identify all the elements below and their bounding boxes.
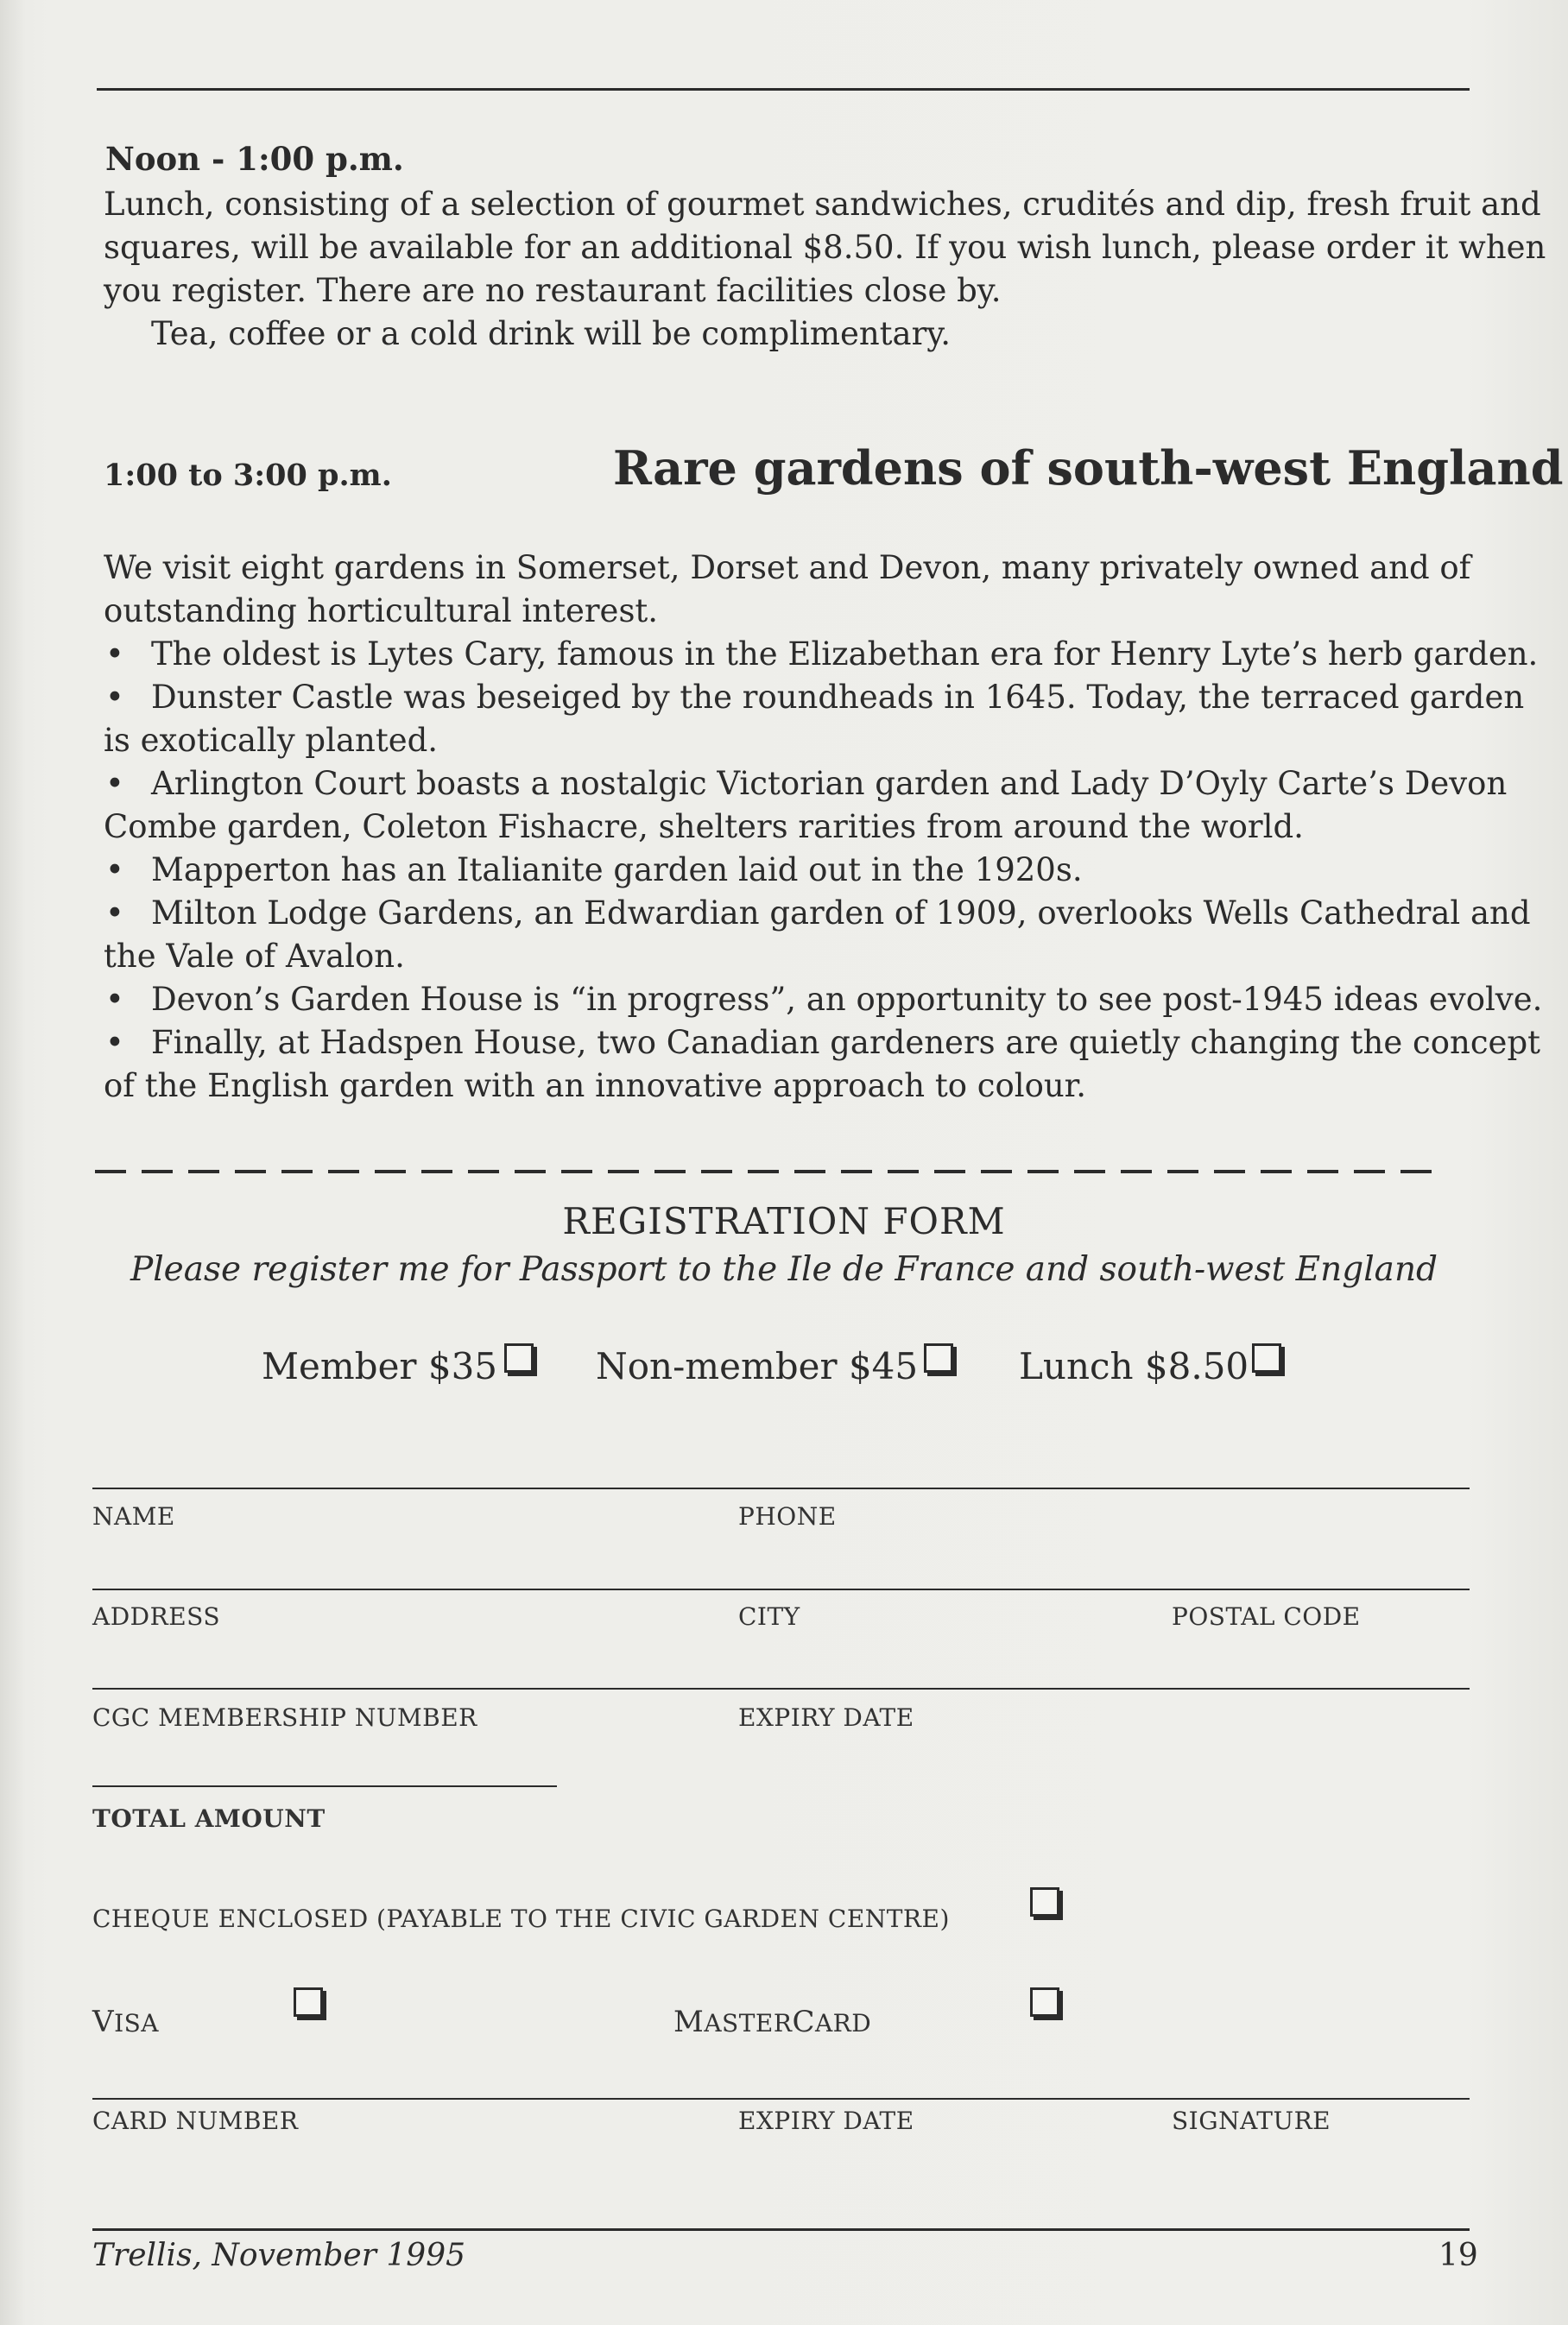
cut-line-dash	[1400, 1170, 1432, 1173]
bullet-6: •	[105, 981, 124, 1018]
afternoon-line-1: We visit eight gardens in Somerset, Dorset and Devon, many privately owned and of	[104, 549, 1471, 586]
cut-line-dash	[421, 1170, 452, 1173]
cut-line-dash	[701, 1170, 732, 1173]
afternoon-line-3: The oldest is Lytes Cary, famous in the Elizabethan era for Henry Lyte’s herb garden.	[151, 635, 1539, 673]
lunch-line-1: Lunch, consisting of a selection of gourmet sandwiches, crudités and dip, fresh fruit and	[104, 186, 1541, 223]
cut-line-dash	[375, 1170, 406, 1173]
afternoon-line-7: Combe garden, Coleton Fishacre, shelters rarities from around the world.	[104, 808, 1304, 845]
membership-label: CGC MEMBERSHIP NUMBER	[92, 1703, 477, 1732]
afternoon-line-10: the Vale of Avalon.	[104, 938, 405, 975]
cut-line-dash	[281, 1170, 313, 1173]
form-rule-3	[92, 1688, 1470, 1690]
cut-line-dash	[1214, 1170, 1245, 1173]
form-heading: REGISTRATION FORM	[562, 1200, 1006, 1242]
footer-rule	[92, 2228, 1470, 2231]
bullet-2: •	[105, 679, 124, 716]
cut-line-dash	[934, 1170, 965, 1173]
cut-line-dash	[981, 1170, 1012, 1173]
afternoon-time: 1:00 to 3:00 p.m.	[104, 458, 392, 493]
cut-line-dash	[841, 1170, 872, 1173]
total-amount-label: TOTAL AMOUNT	[92, 1804, 326, 1833]
afternoon-line-4: Dunster Castle was beseiged by the roundheads in 1645. Today, the terraced garden	[151, 679, 1525, 716]
afternoon-title: Rare gardens of south-west England	[613, 440, 1564, 496]
name-label: NAME	[92, 1502, 175, 1531]
lunch-line-4: Tea, coffee or a cold drink will be complimentary.	[151, 315, 952, 352]
option-lunch-label: Lunch $8.50	[1019, 1345, 1249, 1387]
nonmember-checkbox[interactable]	[924, 1343, 953, 1373]
cheque-label: CHEQUE ENCLOSED (PAYABLE TO THE CIVIC GARDEN CENTRE)	[92, 1905, 950, 1933]
cut-line-dash	[888, 1170, 919, 1173]
form-rule-2	[92, 1589, 1470, 1590]
afternoon-line-2: outstanding horticultural interest.	[104, 592, 659, 629]
visa-label: VISA	[92, 2005, 160, 2039]
cut-line-dash	[328, 1170, 359, 1173]
visa-checkbox[interactable]	[294, 1987, 323, 2017]
bullet-3: •	[105, 765, 124, 802]
bullet-1: •	[105, 635, 124, 673]
afternoon-line-9: Milton Lodge Gardens, an Edwardian garden of 1909, overlooks Wells Cathedral and	[151, 894, 1531, 932]
cut-line-dash	[1354, 1170, 1385, 1173]
postal-code-label: POSTAL CODE	[1172, 1602, 1361, 1631]
cut-line-dash	[235, 1170, 266, 1173]
bullet-4: •	[105, 851, 124, 888]
cut-line-dash	[515, 1170, 546, 1173]
afternoon-line-13: of the English garden with an innovative approach to colour.	[104, 1067, 1087, 1104]
option-nonmember-label: Non-member $45	[596, 1345, 919, 1387]
lunch-line-3: you register. There are no restaurant facilities close by.	[104, 272, 1002, 309]
mastercard-label: MASTERCARD	[673, 2005, 872, 2039]
city-label: CITY	[738, 1602, 800, 1631]
afternoon-line-8: Mapperton has an Italianite garden laid out in the 1920s.	[151, 851, 1083, 888]
form-rule-4	[92, 1785, 557, 1787]
lunch-line-2: squares, will be available for an additional $8.50. If you wish lunch, please order it when	[104, 229, 1546, 266]
cut-line-dash	[1261, 1170, 1292, 1173]
cut-line-dash	[748, 1170, 779, 1173]
cut-line-dash	[95, 1170, 126, 1173]
form-subheading: Please register me for Passport to the Ile de France and south-west England	[130, 1250, 1438, 1289]
cut-line-dash	[1074, 1170, 1105, 1173]
top-rule	[97, 88, 1470, 91]
cut-line-dash	[1121, 1170, 1152, 1173]
address-label: ADDRESS	[92, 1602, 221, 1631]
expiry-label: EXPIRY DATE	[738, 1703, 914, 1732]
footer-page-number: 19	[1438, 2238, 1478, 2273]
cut-line-dash	[142, 1170, 173, 1173]
cut-line-dash	[188, 1170, 219, 1173]
cut-line-dash	[1307, 1170, 1338, 1173]
cut-line-dash	[468, 1170, 499, 1173]
lunch-time: Noon - 1:00 p.m.	[105, 140, 404, 178]
cut-line-dash	[654, 1170, 686, 1173]
afternoon-line-11: Devon’s Garden House is “in progress”, an opportunity to see post-1945 ideas evolve.	[151, 981, 1543, 1018]
afternoon-line-5: is exotically planted.	[104, 722, 439, 759]
afternoon-line-6: Arlington Court boasts a nostalgic Victorian garden and Lady D’Oyly Carte’s Devon	[151, 765, 1508, 802]
form-rule-1	[92, 1488, 1470, 1489]
mastercard-checkbox[interactable]	[1030, 1987, 1059, 2017]
cut-line-dash	[608, 1170, 639, 1173]
signature-label: SIGNATURE	[1172, 2107, 1331, 2135]
cut-line-dash	[1027, 1170, 1059, 1173]
option-member-label: Member $35	[262, 1345, 498, 1387]
cut-line-dash	[794, 1170, 825, 1173]
lunch-checkbox[interactable]	[1252, 1343, 1281, 1373]
bullet-5: •	[105, 894, 124, 932]
card-number-label: CARD NUMBER	[92, 2107, 299, 2135]
bullet-7: •	[105, 1024, 124, 1061]
cheque-checkbox[interactable]	[1030, 1887, 1059, 1917]
phone-label: PHONE	[738, 1502, 837, 1531]
form-rule-5	[92, 2098, 1470, 2100]
afternoon-line-12: Finally, at Hadspen House, two Canadian gardeners are quietly changing the concept	[151, 1024, 1540, 1061]
member-checkbox[interactable]	[504, 1343, 534, 1373]
card-expiry-label: EXPIRY DATE	[738, 2107, 914, 2135]
cut-line-dash	[561, 1170, 592, 1173]
cut-line-dash	[1167, 1170, 1198, 1173]
footer-publication: Trellis, November 1995	[92, 2238, 465, 2273]
